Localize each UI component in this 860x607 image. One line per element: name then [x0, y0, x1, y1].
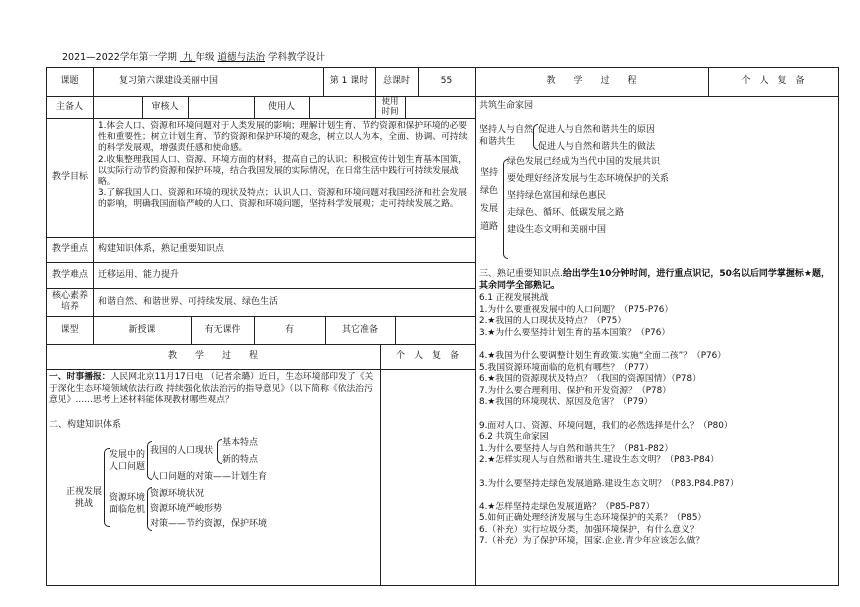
knowledge-point-item: 7.为什么要合理利用、保护和开发资源？（P78）	[479, 385, 672, 396]
key-points-label: 教学重点	[52, 244, 89, 254]
tree-new-features: 新的特点	[222, 455, 259, 465]
header-suffix: 学科教学设计	[268, 52, 326, 63]
current-affairs	[49, 372, 377, 407]
literacy-label: 核心素养培养	[51, 291, 88, 312]
knowledge-point-item: 8.★我国的环境现状、原因及危害？（P79）	[479, 397, 653, 408]
right-review-header: 个 人 复 备	[741, 76, 805, 86]
grade-suffix: 年级	[195, 52, 215, 63]
courseware-value: 有	[284, 324, 294, 335]
knowledge-point-item: 5.如何正确处理经济发展与生态环境保护的关系？（P85）	[479, 513, 707, 524]
tree-population-status: 我国的人口现状	[150, 446, 214, 456]
courseware-label: 有无课件	[204, 324, 241, 335]
grade: 九	[182, 52, 193, 63]
knowledge-points-list	[479, 293, 835, 548]
tree-resource-status: 资源环境状况	[150, 489, 205, 499]
other-prep-label: 其它准备	[341, 324, 378, 335]
knowledge-system-title: 二、构建知识体系	[49, 420, 122, 430]
preparer-label: 主备人	[55, 101, 83, 112]
current-affairs-title: 一、时事播报：	[49, 372, 111, 382]
knowledge-point-item: 4.★我国为什么要调整计划生育政策.实施“全面二孩”？（P76）	[479, 350, 727, 361]
hours-label: 第 1 课时	[329, 76, 369, 86]
topic-label: 课题	[60, 76, 79, 86]
memorize-instructions	[479, 268, 834, 292]
tree-branch-harmony: 坚持人与自然和谐共生	[479, 125, 534, 147]
tree-branch-resources: 资源环境面临危机	[109, 493, 146, 515]
knowledge-point-item: 7.（补充）为了保护环境，国家.企业.青少年应该怎么做？	[479, 536, 705, 547]
knowledge-point-item: 9.面对人口、资源、环境问题，我们的必然选择是什么？（P80）	[479, 420, 733, 431]
tree-harmony-reason: 促进人与自然和谐共生的原因	[538, 125, 656, 135]
knowledge-point-item: 6.（补充）实行垃圾分类，加强环境保护，有什么意义？	[479, 524, 699, 535]
knowledge-point-item: 5.我国资源环境面临的危机有哪些？（P77）	[479, 362, 654, 373]
knowledge-point-item: 3.★为什么要坚持计划生育的基本国策？（P76）	[479, 327, 671, 338]
reviewer-label: 审核人	[151, 101, 179, 112]
goals-label: 教学目标	[52, 172, 89, 182]
total-hours-value: 55	[440, 76, 453, 86]
knowledge-point-item: 6.1 正视发展挑战	[479, 293, 549, 303]
tree-resource-severity: 资源环境严峻形势	[150, 504, 223, 514]
tree-basic-features: 基本特点	[222, 438, 259, 448]
tree-green-civilization: 建设生态文明和美丽中国	[507, 225, 607, 235]
tree-branch-green: 坚持绿色发展道路	[480, 168, 499, 232]
document-header	[62, 52, 325, 64]
knowledge-point-item: 1.为什么要坚持人与自然和谐共生？（P81-P82）	[479, 443, 674, 454]
total-hours-label: 总课时	[382, 76, 410, 86]
goals-text: 1.体会人口、资源和环境问题对于人类发展的影响；理解计划生育、节约资源和保护环境的必要性和重要性；树立计划生育、节约资源和保护环境的观念，树立以人为本，全面、协调、可持续的科学发展观，增强责任感和使命感。 2.收集整理我国人口、资源、环境方面的材料，提高自己的认识；积极宣传计划生育基本国策，以实际行动节约资源和保护环境，结合我国发展的实际情况，在日常生活中践行可持续发展战略。 3.了解我国人口、资源和环境的现状及特点；认识人口、资源和环境问题对我国经济和社会发展的影响，明确我国面临严峻的人口、资源和环境问题，坚持科学发展观；走可持续发展之路。	[98, 121, 468, 210]
knowledge-point-item: 2.★我国的人口现状及特点？（P75）	[479, 316, 627, 327]
knowledge-point-item: 4.★怎样坚持走绿色发展道路？（P85-P87）	[479, 501, 655, 512]
memorize-bold: 给出学生10分钟时间，进行重点识记，50名以后同学掌握标★题，其余同学全部熟记。	[479, 269, 830, 291]
knowledge-point-item: 6.2 共筑生命家园	[479, 432, 549, 443]
tree-branch-population: 发展中的人口问题	[109, 450, 146, 472]
knowledge-point-item: 1.为什么要重视发展中的人口问题？（P75-P76）	[479, 304, 674, 315]
knowledge-point-item: 3.为什么要坚持走绿色发展道路.建设生态文明？（P83.P84.P87）	[479, 478, 739, 489]
type-value: 新授课	[128, 324, 156, 335]
right-section-title: 共筑生命家园	[479, 101, 534, 111]
difficulties-label: 教学难点	[52, 269, 89, 280]
tree-population-policy: 人口问题的对策——计划生育	[150, 472, 268, 482]
tree-green-wealth: 坚持绿色富国和绿色惠民	[507, 191, 607, 201]
tree-green-path: 走绿色、循环、低碳发展之路	[507, 208, 625, 218]
topic-value: 复习第六课建设美丽中国	[119, 76, 219, 86]
current-affairs-text: 人民网北京11月17日电 （记者余璐）近日，生态环境部印发了《关于深化生态环境领域依法行政 持续强化依法治污的指导意见》（以下简称《依法治污意见》……思考上述材料能体现教材哪些观点？	[49, 372, 374, 405]
subject: 道德与法治	[217, 52, 266, 63]
left-process-header: 教 学 过 程	[167, 351, 258, 361]
left-review-header: 个 人 复 备	[395, 351, 459, 361]
user-label: 使用人	[267, 101, 295, 112]
literacy-text: 和谐自然、和谐世界、可持续发展、绿色生活	[98, 297, 279, 307]
type-label: 课型	[60, 324, 79, 335]
tree-resource-policy: 对策——节约资源，保护环境	[150, 519, 268, 529]
difficulties-text: 迁移运用、能力提升	[98, 270, 180, 280]
tree-green-balance: 要处理好经济发展与生态环境保护的关系	[507, 174, 670, 184]
knowledge-point-item: 6.★我国的资源现状及特点？（我国的资源国情）（P78）	[479, 374, 701, 385]
tree-harmony-method: 促进人与自然和谐共生的做法	[538, 142, 656, 152]
term: 2021—2022学年第一学期	[62, 52, 177, 63]
right-process-header: 教 学 过 程	[546, 76, 637, 86]
knowledge-point-item: 2.★怎样实现人与自然和谐共生.建设生态文明？（P83-P84）	[479, 455, 719, 466]
tree-green-consensus: 绿色发展已经成为当代中国的发展共识	[507, 157, 661, 167]
use-time-label: 使用时间	[381, 97, 399, 117]
tree-root: 正视发展挑战	[65, 487, 102, 509]
key-points-text: 构建知识体系，熟记重要知识点	[98, 244, 225, 254]
memorize-title: 三、熟记重要知识点.	[479, 269, 563, 279]
